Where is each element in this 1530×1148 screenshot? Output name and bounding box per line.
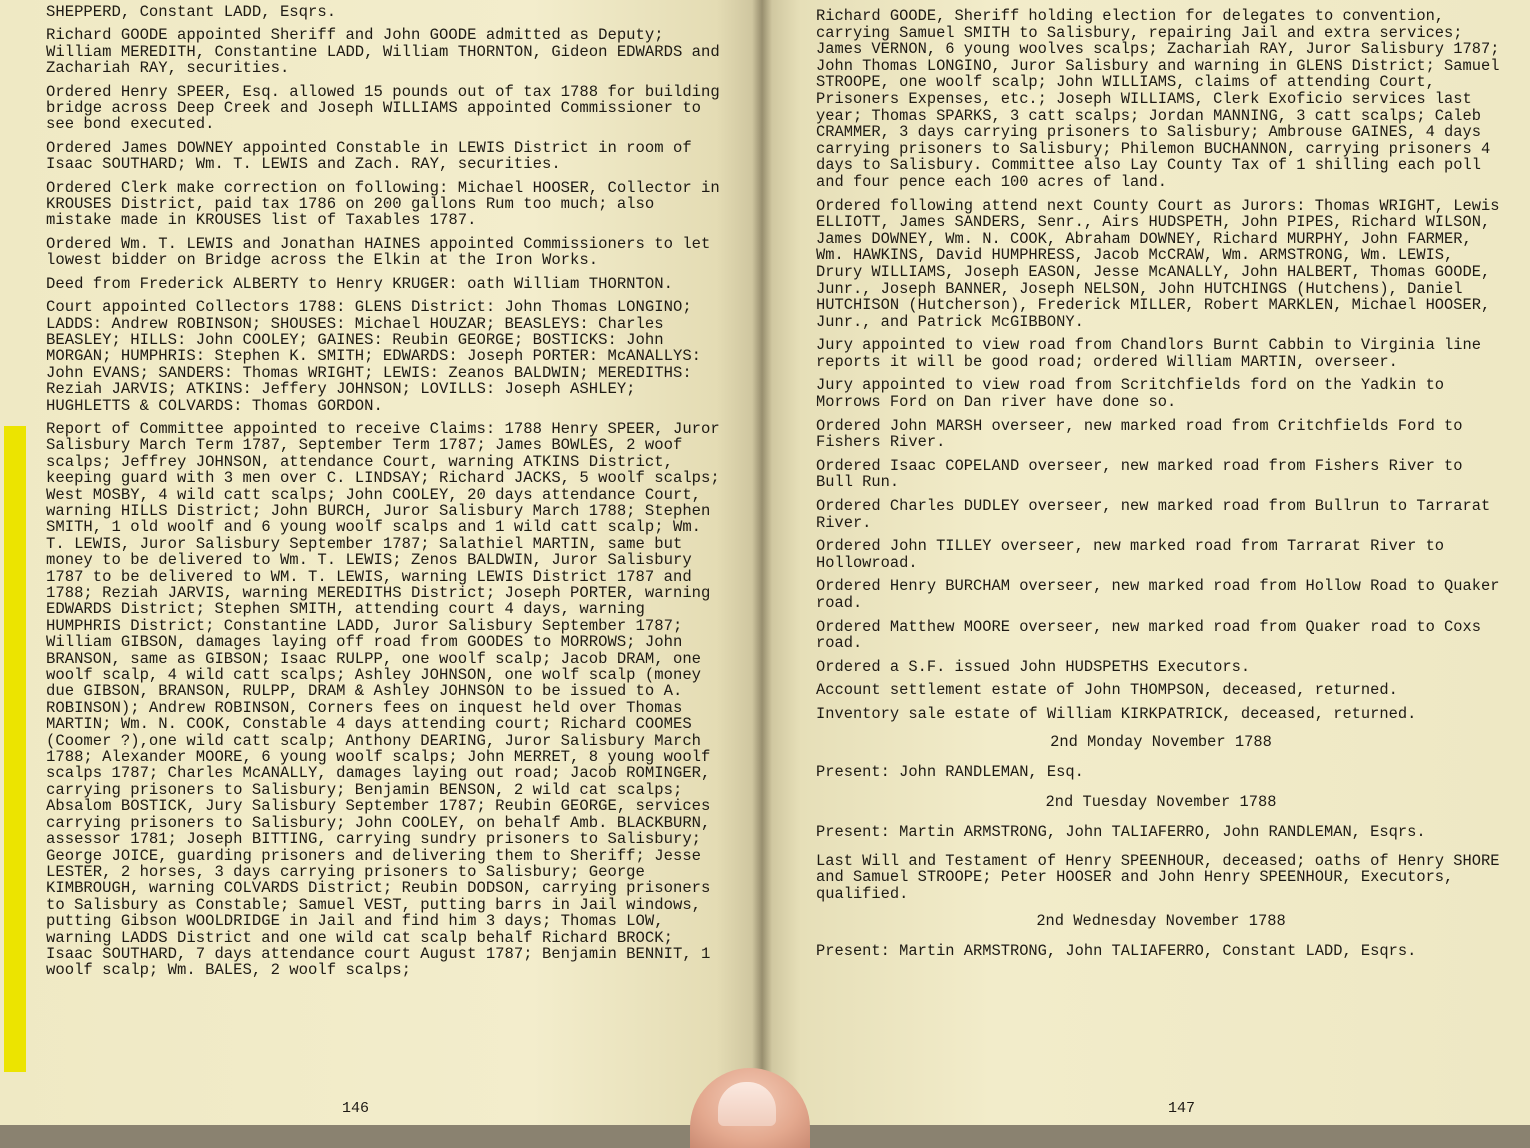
left-paragraph-claims-report: Report of Committee appointed to receive Claims: 1788 Henry SPEER, Juror Salisbury March Term 1787, September Term 1787; James BOWLES, 2 woof scalps; Jeffrey JOHNSON, attendance Court, warning ATKINS District, keeping guard with 3 men over C. LINDSAY; Richard JACKS, 5 woolf scalps; West MOSBY, 4 wild catt scalps; John COOLEY, 20 days attendance Court, warning HILLS District; John BURCH, Juror Salisbury March 1788; Stephen SMITH, 1 old woolf and 6 young woolf scalps and 1 wild catt scalp; Wm. T. LEWIS, Juror Salisbury September 1787; Salathiel MARTIN, same but money to be delivered to Wm. T. LEWIS; Zenos BALDWIN, Juror Salisbury 1787 to be delivered to WM. T. LEWIS, warning LEWIS District 1787 and 1788; Reziah JARVIS, warning MEREDITHS District; Joseph PORTER, warning EDWARDS District; Stephen SMITH, attending court 4 days, warning HUMPHRIS District; Constantine LADD, Juror Salisbury September 1787; William GIBSON, damages laying off road from GOODES to MORROWS; John BRANSON, same as GIBSON; Isaac RULPP, one woolf scalp; Jacob DRAM, one woolf scalp, 4 wild catt scalps; Ashley JOHNSON, one wolf scalp (money due GIBSON, BRANSON, RULPP, DRAM & Ashley JOHNSON to be issued to A. ROBINSON); Andrew ROBINSON, Corners fees on inquest held over Thomas MARTIN; Wm. N. COOK, Constable 4 days attending court; Richard COOMES (Coomer ?),one wild catt scalp; Anthony DEARING, Juror Salisbury March 1788; Alexander MOORE, 6 young woolf scalps; John MERRET, 8 young woolf scalps 1787; Charles McANALLY, damages laying out road; Jacob ROMINGER, carrying prisoners to Salisbury; Benjamin BENSON, 2 wild cat scalps; Absalom BOSTICK, Jury Salisbury September 1787; Reubin GEORGE, services carrying prisoners to Salisbury; John COOLEY, on behalf Amb. BLACKBURN, assessor 1781; Joseph BITTING, carrying sundry prisoners to Salisbury; George JOICE, guarding prisoners and delivering them to Sheriff; Jesse LESTER, 2 horses, 3 days carrying prisoners to Salisbury; George KIMBROUGH, warning COLVARDS District; Reubin DODSON, carrying prisoners to Salisbury as Constable; Samuel VEST, putting barrs in Jail windows, putting Gibson WOOLDRIDGE in Jail and find him 3 days; Thomas LOW, warning LADDS District and one wild cat scalp behalf Richard BROCK; Isaac SOUTHARD, 7 days attendance court August 1787; Benjamin BENNIT, 1 woolf scalp; Wm. BALES, 2 woolf scalps; [46, 419, 720, 980]
left-page [0, 0, 762, 1125]
right-paragraph-12: Account settlement estate of John THOMPSON, deceased, returned. [816, 681, 1398, 700]
session-heading-tuesday: 2nd Tuesday November 1788 [1045, 792, 1277, 811]
right-paragraph-7: Ordered Charles DUDLEY overseer, new marked road from Bullrun to Tarrarat River. [816, 497, 1491, 532]
page-number-right: 147 [1168, 1100, 1196, 1117]
right-paragraph-3: Jury appointed to view road from Chandlors Burnt Cabbin to Virginia line reports it will be good road; ordered William MARTIN, overseer. [816, 336, 1481, 371]
session-heading-monday: 2nd Monday November 1788 [1050, 732, 1272, 751]
highlight-marker [4, 426, 26, 1072]
present-line-wednesday: Present: Martin ARMSTRONG, John TALIAFERRO, Constant LADD, Esqrs. [816, 942, 1417, 961]
left-paragraph-7: Deed from Frederick ALBERTY to Henry KRUGER: oath William THORNTON. [46, 274, 673, 293]
right-paragraph-13: Inventory sale estate of William KIRKPATRICK, deceased, returned. [816, 704, 1417, 723]
right-paragraph-9: Ordered Henry BURCHAM overseer, new marked road from Hollow Road to Quaker road. [816, 577, 1500, 612]
right-paragraph-2: Ordered following attend next County Court as Jurors: Thomas WRIGHT, Lewis ELLIOTT, James SANDERS, Senr., Airs HUDSPETH, John PIPES, Richard WILSON, James DOWNEY, Wm. N. COOK, Abraham DOWNEY, Richard MURPHY, John FARMER, Wm. HAWKINS, David HUMPHRESS, Jacob McCRAW, Wm. ARMSTRONG, Wm. LEWIS, Drury WILLIAMS, Joseph EASON, Jesse McANALLY, John HALBERT, Thomas GOODE, Junr., Joseph BANNER, Joseph NELSON, John HUTCHINGS (Hutchens), Daniel HUTCHISON (Hutcherson), Frederick MILLER, Robert MARKLEN, Michael HOOSER, Junr., and Patrick McGIBBONY. [816, 196, 1500, 331]
left-paragraph-1: SHEPPERD, Constant LADD, Esqrs. [46, 3, 337, 21]
right-paragraph-will: Last Will and Testament of Henry SPEENHOUR, deceased; oaths of Henry SHORE and Samuel STROOPE; Peter HOOSER and John Henry SPEENHOUR, Executors, qualified. [816, 851, 1500, 903]
page-number-left: 146 [342, 1100, 370, 1117]
left-paragraph-2: Richard GOODE appointed Sheriff and John GOODE admitted as Deputy; William MEREDITH, Constantine LADD, William THORNTON, Gideon EDWARDS and Zachariah RAY, securities. [46, 26, 720, 78]
left-paragraph-5: Ordered Clerk make correction on following: Michael HOOSER, Collector in KROUSES District, paid tax 1786 on 200 gallons Rum too much; also mistake made in KROUSES list of Taxables 1787. [46, 178, 720, 230]
right-paragraph-5: Ordered John MARSH overseer, new marked road from Critchfields Ford to Fishers River. [816, 416, 1463, 452]
present-line-tuesday: Present: Martin ARMSTRONG, John TALIAFERRO, John RANDLEMAN, Esqrs. [816, 822, 1426, 841]
left-paragraph-3: Ordered Henry SPEER, Esq. allowed 15 pounds out of tax 1788 for building bridge across Deep Creek and Joseph WILLIAMS appointed Commissioner to see bond executed. [46, 82, 720, 134]
present-line-monday: Present: John RANDLEMAN, Esq. [816, 762, 1084, 781]
right-paragraph-1: Richard GOODE, Sheriff holding election for delegates to convention, carrying Samuel SMITH to Salisbury, repairing Jail and extra services; James VERNON, 6 young woolves scalps; Zachariah RAY, Juror Salisbury 1787; John Thomas LONGINO, Juror Salisbury and warning in GLENS District; Samuel STROOPE, one woolf scalp; John WILLIAMS, claims of attending Court, Prisoners Expenses, etc.; Joseph WILLIAMS, Clerk Exoficio services last year; Thomas SPARKS, 3 catt scalps; Jordan MANNING, 3 catt scalps; Caleb CRAMMER, 3 days carrying prisoners to Salisbury; Ambrouse GAINES, 4 days carrying prisoners to Salisbury; Philemon BUCHANNON, carrying prisoners 4 days to Salisbury. Committee also Lay County Tax of 1 shilling each poll and four pence each 100 acres of land. [816, 7, 1500, 191]
right-paragraph-11: Ordered a S.F. issued John HUDSPETHS Executors. [816, 657, 1251, 676]
left-paragraph-6: Ordered Wm. T. LEWIS and Jonathan HAINES appointed Commissioners to let lowest bidder on Bridge across the Elkin at the Iron Works. [46, 234, 711, 270]
session-heading-wednesday: 2nd Wednesday November 1788 [1036, 912, 1286, 931]
left-paragraph-8: Court appointed Collectors 1788: GLENS District: John Thomas LONGINO; LADDS: Andrew ROBINSON; SHOUSES: Michael HOUZAR; BEASLEYS: Charles BEASLEY; HILLS: John COOLEY; GAINES: Reubin GEORGE; BOSTICKS: John MORGAN; HUMPHRIS: Stephen K. SMITH; EDWARDS: Joseph PORTER: McANALLYS: John EVANS; SANDERS: Thomas WRIGHT; LEWIS: Zeanos BALDWIN; MEREDITHS: Reziah JARVIS; ATKINS: Jeffery JOHNSON; LOVILLS: Joseph ASHLEY; HUGHLETTS & COLVARDS: Thomas GORDON. [46, 298, 702, 415]
left-paragraph-4: Ordered James DOWNEY appointed Constable in LEWIS District in room of Isaac SOUTHARD; Wm. T. LEWIS and Zach. RAY, securities. [46, 138, 692, 174]
right-page [762, 0, 1530, 1125]
right-paragraph-8: Ordered John TILLEY overseer, new marked road from Tarrarat River to Hollowroad. [816, 537, 1445, 572]
right-paragraph-10: Ordered Matthew MOORE overseer, new marked road from Quaker road to Coxs road. [816, 617, 1481, 653]
right-paragraph-6: Ordered Isaac COPELAND overseer, new marked road from Fishers River to Bull Run. [816, 456, 1463, 492]
right-paragraph-4: Jury appointed to view road from Scritchfields ford on the Yadkin to Morrows Ford on Dan river have done so. [816, 376, 1445, 412]
